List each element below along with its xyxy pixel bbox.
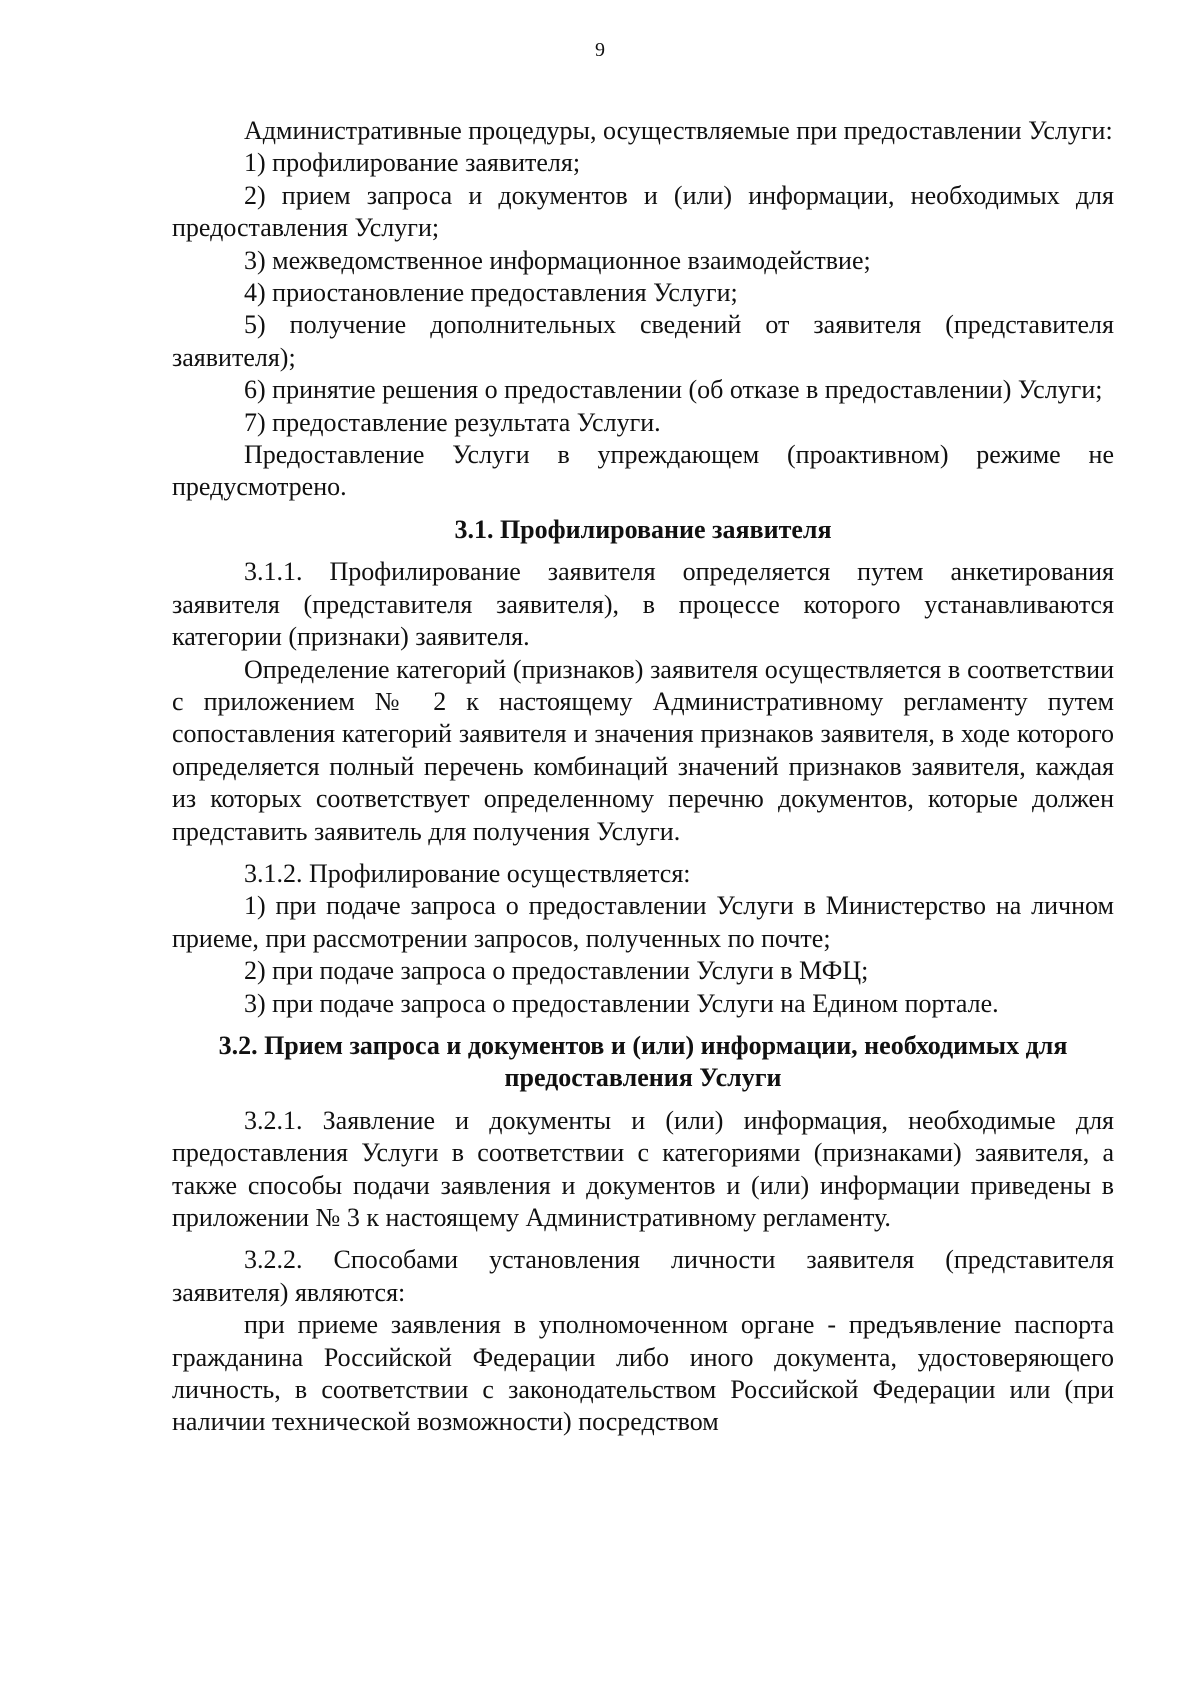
proactive-note: Предоставление Услуги в упреждающем (проактивном) режиме не предусмотрено. xyxy=(172,440,1114,502)
procedure-item: 2) прием запроса и документов и (или) информации, необходимых для предоставления Услуги; xyxy=(172,180,1114,243)
procedure-item: 5) получение дополнительных сведений от заявителя (представителя заявителя); xyxy=(172,310,1114,372)
profiling-item: 2) при подаче запроса о предоставлении Услуги в МФЦ; xyxy=(244,956,869,986)
section-3-1-heading: 3.1. Профилирование заявителя xyxy=(454,514,832,544)
paragraph-categories: Определение категорий (признаков) заявителя осуществляется в соответствии с приложением № 2 к настоящему Административному регламенту путем сопоставления категорий заявителя и значения признаков заявителя, в ходе которого определяется полный перечень комбинаций значений признаков заявителя, каждая из которых соответствует определенному перечню документов, которые должен представить заявитель для получения Услуги. xyxy=(172,654,1114,846)
profiling-item: 1) при подаче запроса о предоставлении Услуги в Министерство на личном приеме, при рассмотрении запросов, полученных по почте; xyxy=(172,891,1114,953)
procedures-lead: Административные процедуры, осуществляемые при предоставлении Услуги: xyxy=(244,116,1113,145)
paragraph-3-1-1: 3.1.1. Профилирование заявителя определяется путем анкетирования заявителя (представителя заявителя), в процессе которого устанавливаются категории (признаки) заявителя. xyxy=(172,557,1114,652)
paragraph-3-2-1: 3.2.1. Заявление и документы и (или) информация, необходимые для предоставления Услуги в соответствии с категориями (признаками) заявителя, а также способы подачи заявления и документов и (или) информации приведены в приложении № 3 к настоящему Административному регламенту. xyxy=(172,1105,1114,1232)
document-body xyxy=(172,115,1114,1439)
procedure-item: 6) принятие решения о предоставлении (об отказе в предоставлении) Услуги; xyxy=(244,375,1103,405)
paragraph-3-2-2: 3.2.2. Способами установления личности заявителя (представителя заявителя) являются: xyxy=(172,1245,1114,1307)
procedure-item: 7) предоставление результата Услуги. xyxy=(244,407,661,437)
procedure-item: 1) профилирование заявителя; xyxy=(244,148,581,178)
page-number: 9 xyxy=(595,39,605,61)
section-3-2-heading: 3.2. Прием запроса и документов и (или) информации, необходимых для предоставления Услуги xyxy=(218,1030,1068,1093)
profiling-item: 3) при подаче запроса о предоставлении Услуги на Едином портале. xyxy=(244,988,999,1018)
procedure-item: 4) приостановление предоставления Услуги; xyxy=(244,278,738,308)
procedure-item: 3) межведомственное информационное взаимодействие; xyxy=(244,245,871,275)
paragraph-in-person: при приеме заявления в уполномоченном органе - предъявление паспорта гражданина Российской Федерации либо иного документа, удостоверяющего личность, в соответствии с законодательством Российской Федерации или (при наличии технической возможности) посредством xyxy=(172,1310,1114,1437)
paragraph-3-1-2: 3.1.2. Профилирование осуществляется: xyxy=(244,858,691,888)
